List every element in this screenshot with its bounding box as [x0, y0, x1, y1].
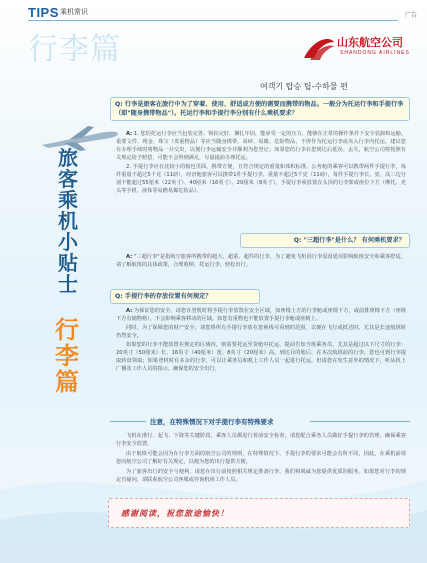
answer-label-3: A: — [126, 308, 133, 314]
section-big-title: 行李篇 — [28, 32, 121, 67]
notice-body — [116, 432, 406, 486]
answer-3-para-2: 同时，为了保障您的财产安全，请您将所有手提行李放在您视线可看到的范围，以便在飞行或抵达时，尤其是长途航班时仍然安全。 — [116, 325, 406, 339]
answer-1-para-1: 1. 您的托运行李应当包装完善、锁扣完好、捆扎牢固，能承受一定的压力，能够在正常的操作条件下安全装卸和运输。重要文件、现金、珠宝（贵重物品）等应当随身携带，易碎、易腐、危险物品，不得作为托运行李或夹入行李内托运，建议您在办理手续时将物品一并交出，以便行李运输安全并顺利为您登记；如果您的行李在您到达后延误、丢失，航空公司将按照有关规定给予赔偿，可能不会得到满足，尽量提前办理托运。 — [116, 131, 406, 161]
answer-label-2: A: — [126, 254, 133, 260]
notice-para-1: 飞机在滑行、起飞、下降等关键阶段，乘客人员都进行着前安全检查，请您配合乘务人员做好手提行李的管理，确保乘客行李安全放置。 — [116, 433, 406, 447]
airplane-icon — [40, 123, 120, 153]
answer-2-para-1: "三超行李"是指航空旅客所携带的超大、超重、超件的行李，为了避免飞机因行李原因延误影响航班安全和乘客舒适，请了解航班的具体政策，合理收纳、托运行李，轻松出行。 — [116, 254, 406, 268]
question-text-3: Q: 手提行李的存放位置有何规定？ — [115, 293, 212, 300]
logo-cn-text: 山东航空公司 — [337, 36, 403, 49]
notice-line-right — [310, 421, 410, 422]
notice-para-2: 由于航班可能会因为在行李方面的航空公司的规则、在特殊情况下、手提行李的要求可能会有所不同，因此，在乘机前请您向航空公司了解好有关规定，以便为您的出行提供方便。 — [116, 451, 406, 465]
answer-block-3 — [116, 307, 406, 374]
question-box-1 — [110, 97, 410, 121]
question-box-2 — [240, 233, 410, 248]
thanks-text: 感谢阅读，祝您旅途愉快！ — [121, 508, 229, 518]
answer-1-para-2: 2. 手提行李应在比较小的箱包里面，携带方便，且符合规定的重量和体积标准。公务舱的乘客可以携带两件手提行李，每件重量不超过5千克（11磅），经济舱旅客可以携带1件手提行李，重量不超过5千克（11磅），每件手提行李长、宽、高三边分别不能超过55厘米（22英寸）、40厘米（16英寸）、20厘米（8英寸）。手提行李须放置在头顶的行李架或座位下方（摩托、光头等手机、液体等易燃易爆危险品）。 — [116, 164, 406, 194]
answer-block-2 — [116, 253, 406, 270]
thanks-box — [108, 498, 410, 528]
logo-en-text: SHANDONG AIRLINES — [340, 50, 410, 56]
korean-title: 여객기 탑승 팁-수하물 편 — [260, 82, 348, 91]
notice-heading: 注意，在特殊情况下对手提行李有特殊要求 — [150, 418, 274, 426]
question-text-2: Q: "三超行李"是什么？ 有何乘机要求？ — [293, 237, 405, 244]
header-divider — [28, 20, 398, 21]
vertical-title: 旅客乘机小贴士 — [58, 146, 78, 296]
tips-label: TIPS — [28, 5, 59, 20]
question-box-3 — [110, 289, 260, 304]
answer-3-para-1: 为保证您的安全，请您在登机时将手提行李放置在安全区域，如座椅上方的行李舱或座椅下方，或前排座椅下方（座椅下方有储物格），不会影响乘客移动的区域。如您有重物也不能放置手提行李舱或座椅上。 — [116, 308, 406, 322]
question-text-1: Q: 行李是旅客在旅行中为了穿着、使用、舒适或方便的需要而携带的物品。一般分为托运行李和手提行李（即"随身携带物品"）。托运行李和手提行李分别有什么乘机要求？ — [115, 101, 404, 117]
vertical-subtitle: 行李篇 — [55, 316, 79, 396]
answer-block-1 — [116, 130, 406, 196]
notice-line-left — [110, 421, 146, 422]
answer-label-1: A: — [126, 131, 133, 137]
tips-subtitle: 乘机常识 — [60, 8, 88, 16]
answer-3-para-3: 如果您的行李不能放置在规定的区域内，则需要托运至货舱中托运，提前告知当班乘务员，尤其是超过以下尺寸的行李：20英寸（50厘米）长、16英寸（40厘米）宽、8英寸（20厘米）高。到达目的地后，在本次航班前的行李，您也可到行李提取转盘领取；如果登机时有多余的行李，可以让乘务员和机上工作人员一起进行托运，但请您在发生意外的情况下，听从机上广播及工作人员的指示，确保您的安全出行。 — [116, 342, 406, 372]
ad-label: 广告 — [404, 12, 417, 19]
notice-para-3: 为了旅客出行的安全与便利，请您在出行前按照相关规定准备行李，我们将竭诚为您提供优质的服务。如果您对行李的规定有疑问，请联系航空公司客服或咨询机场工作人员。 — [116, 469, 406, 483]
